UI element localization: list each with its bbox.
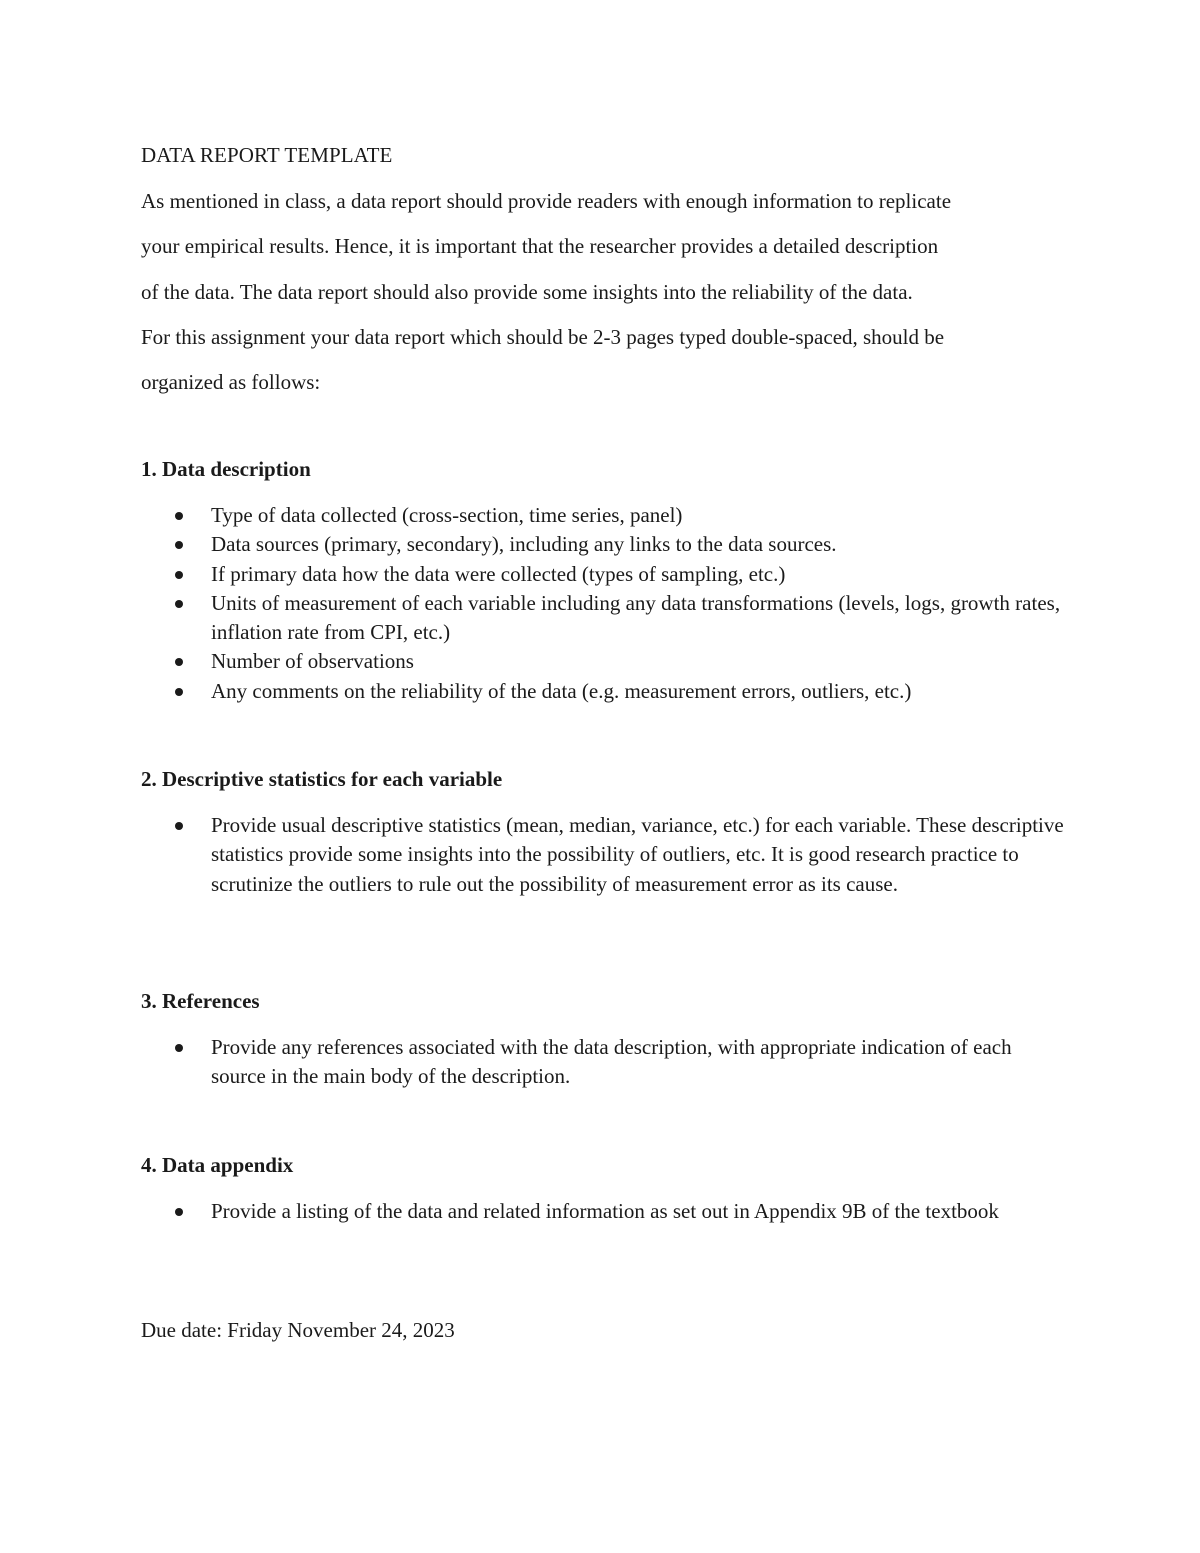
list-item-text: Provide usual descriptive statistics (mean, median, variance, etc.) for each variable. These descriptive statistics provide some insights into the possibility of outliers, etc. It is good research practice to scrutinize the outliers to rule out the possibility of measurement error as its cause. <box>211 813 1064 896</box>
bullet-icon <box>175 688 183 696</box>
intro-line-4: For this assignment your data report which should be 2-3 pages typed double-spaced, should be <box>141 325 945 349</box>
bullet-icon <box>175 541 183 549</box>
bullet-icon <box>175 600 183 608</box>
due-date: Due date: Friday November 24, 2023 <box>141 1318 455 1342</box>
list-item <box>141 1033 1071 1092</box>
list-item-text: Data sources (primary, secondary), including any links to the data sources. <box>211 532 837 557</box>
intro-line-1: As mentioned in class, a data report should provide readers with enough information to replicate <box>141 189 952 213</box>
list-item <box>141 811 1071 899</box>
intro-line-2: your empirical results. Hence, it is important that the researcher provides a detailed description <box>141 234 939 258</box>
list-item <box>141 1197 1071 1226</box>
list-item-text: Any comments on the reliability of the data (e.g. measurement errors, outliers, etc.) <box>211 678 912 703</box>
list-item <box>141 501 1071 530</box>
list-item <box>141 677 1071 706</box>
list-item <box>141 530 1071 559</box>
list-item-text: If primary data how the data were collected (types of sampling, etc.) <box>211 561 786 586</box>
section-heading-data-appendix: 4. Data appendix <box>141 1153 294 1177</box>
section-heading-data-description: 1. Data description <box>141 457 311 481</box>
section-1-bullet-list <box>141 501 1071 706</box>
intro-line-3: of the data. The data report should also provide some insights into the reliability of the data. <box>141 280 913 304</box>
list-item-text: Type of data collected (cross-section, time series, panel) <box>211 503 683 527</box>
list-item-text: Provide any references associated with the data description, with appropriate indication of each source in the main body of the description. <box>211 1035 1012 1089</box>
list-item-text: Provide a listing of the data and related information as set out in Appendix 9B of the textbook <box>211 1199 999 1223</box>
list-item <box>141 647 1071 676</box>
bullet-icon <box>175 1208 183 1216</box>
bullet-icon <box>175 822 183 830</box>
section-heading-references: 3. References <box>141 989 260 1013</box>
section-4-bullet-list <box>141 1197 1071 1226</box>
bullet-icon <box>175 1044 183 1052</box>
bullet-icon <box>175 658 183 666</box>
list-item-text: Units of measurement of each variable including any data transformations (levels, logs, growth rates, inflation rate from CPI, etc.) <box>211 590 1061 645</box>
bullet-icon <box>175 571 183 579</box>
section-2-bullet-list <box>141 811 1071 899</box>
document-title: DATA REPORT TEMPLATE <box>141 143 393 167</box>
list-item <box>141 560 1071 589</box>
intro-line-5: organized as follows: <box>141 370 321 394</box>
section-3-bullet-list <box>141 1033 1071 1092</box>
list-item-text: Number of observations <box>211 649 414 674</box>
bullet-icon <box>175 512 183 520</box>
list-item <box>141 589 1071 648</box>
section-heading-descriptive-statistics: 2. Descriptive statistics for each variable <box>141 767 503 791</box>
